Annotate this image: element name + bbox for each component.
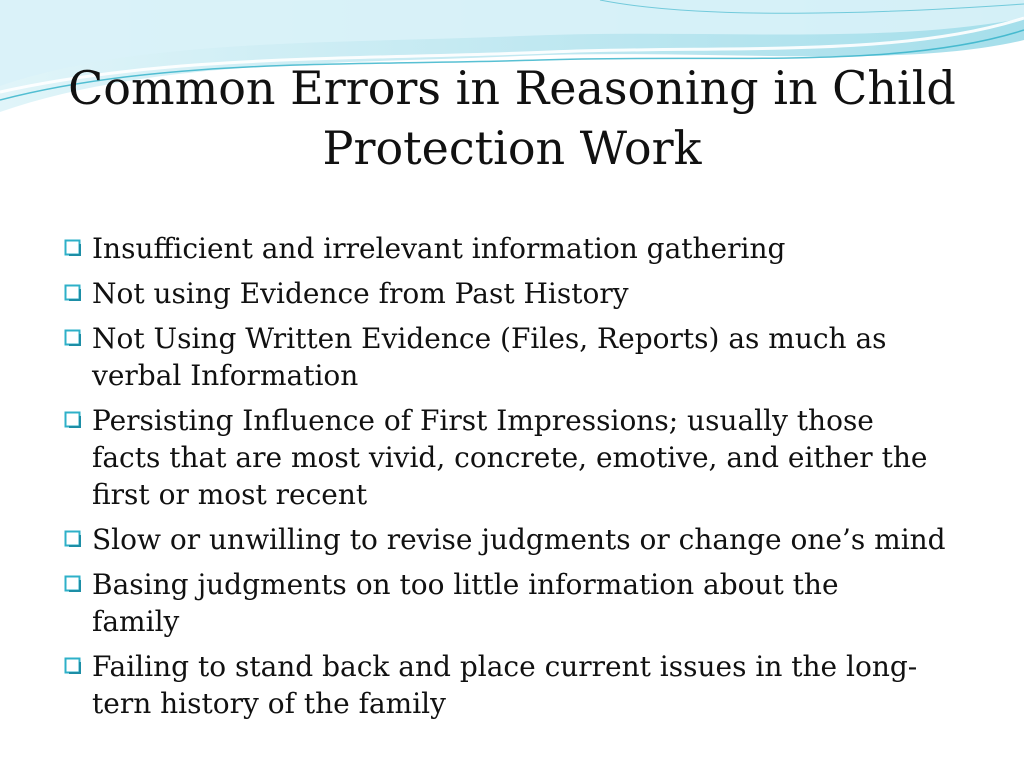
square-bullet-icon	[64, 329, 82, 347]
slide-title-line: Common Errors in Reasoning in Child	[68, 61, 956, 115]
bullet-text-line: facts that are most vivid, concrete, emotive, and either the	[92, 441, 928, 474]
bullet-item	[62, 320, 982, 394]
bullet-text-line: Persisting Influence of First Impressions; usually those	[92, 404, 874, 437]
bullet-text	[92, 402, 982, 513]
bullet-item	[62, 402, 982, 513]
bullet-text-line: Insufficient and irrelevant information gathering	[92, 232, 786, 265]
bullet-text	[92, 566, 982, 640]
bullet-text-line: family	[92, 605, 180, 638]
square-bullet-icon	[64, 657, 82, 675]
square-bullet-icon	[64, 575, 82, 593]
bullet-item	[62, 230, 982, 267]
square-bullet-icon	[64, 239, 82, 257]
bullet-text	[92, 648, 982, 722]
bullet-item	[62, 521, 982, 558]
bullet-text-line: verbal Information	[92, 359, 359, 392]
bullet-text-line: Not Using Written Evidence (Files, Reports) as much as	[92, 322, 887, 355]
bullet-text-line: Slow or unwilling to revise judgments or change one’s mind	[92, 523, 946, 556]
bullet-list	[62, 230, 982, 730]
bullet-text	[92, 320, 982, 394]
bullet-text	[92, 521, 982, 558]
square-bullet-icon	[64, 530, 82, 548]
bullet-item	[62, 648, 982, 722]
slide-title	[60, 58, 964, 178]
bullet-text	[92, 275, 982, 312]
bullet-item	[62, 566, 982, 640]
square-bullet-icon	[64, 411, 82, 429]
slide-title-line: Protection Work	[322, 121, 702, 175]
bullet-text-line: Basing judgments on too little information about the	[92, 568, 839, 601]
bullet-item	[62, 275, 982, 312]
bullet-text-line: first or most recent	[92, 478, 368, 511]
bullet-text-line: tern history of the family	[92, 687, 446, 720]
square-bullet-icon	[64, 284, 82, 302]
bullet-text-line: Failing to stand back and place current issues in the long-	[92, 650, 918, 683]
bullet-text	[92, 230, 982, 267]
bullet-text-line: Not using Evidence from Past History	[92, 277, 629, 310]
